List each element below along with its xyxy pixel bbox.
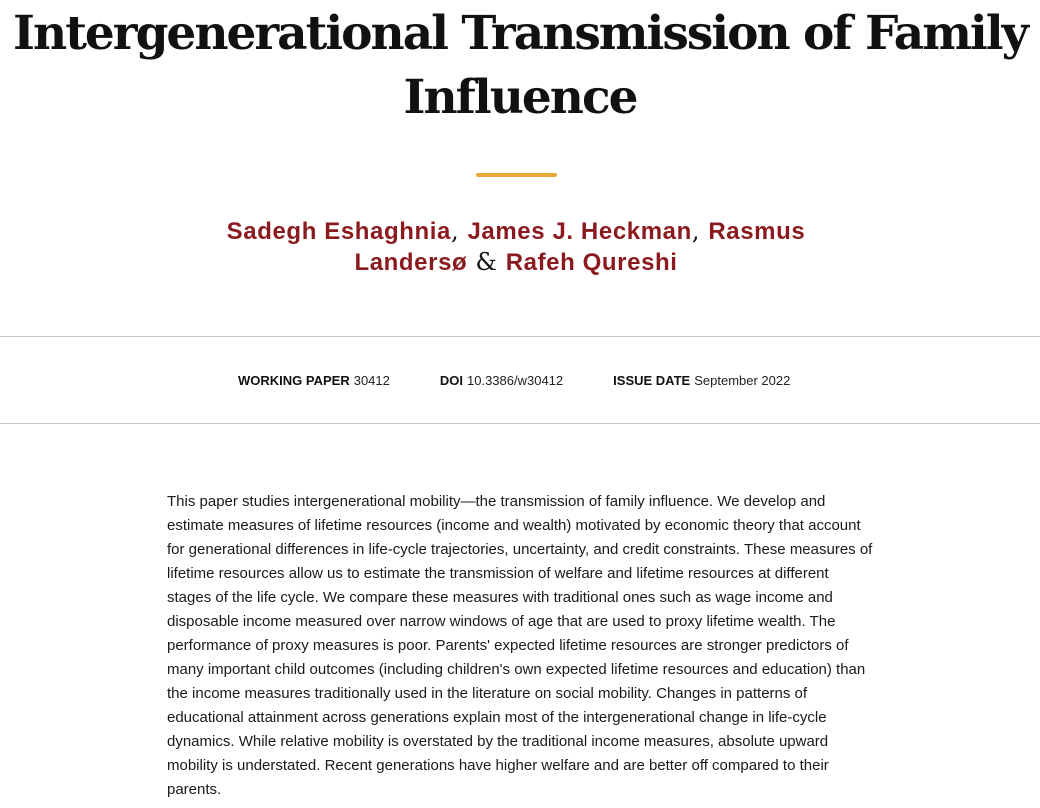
author-link-qureshi[interactable]: Rafeh Qureshi: [505, 249, 678, 276]
issue-date-label: ISSUE DATE: [613, 373, 691, 388]
title-accent-divider: [476, 173, 557, 177]
doi: [440, 373, 563, 389]
paper-metadata-band: [0, 336, 1040, 424]
author-link-eshaghnia[interactable]: Sadegh Eshaghnia: [226, 218, 451, 245]
author-separator: &: [467, 248, 506, 276]
paper-title: Intergenerational Transmission of Family Influence: [13, 6, 1027, 125]
doi-label: DOI: [439, 373, 463, 388]
author-link-heckman[interactable]: James J. Heckman: [467, 218, 692, 245]
author-separator: ,: [691, 217, 709, 245]
author-separator: ,: [450, 217, 468, 245]
issue-date-value: September 2022: [694, 373, 791, 388]
working-paper-label: WORKING PAPER: [238, 373, 350, 388]
author-list: [200, 216, 832, 278]
paper-metadata-row: [238, 373, 790, 389]
working-paper-number: [238, 373, 390, 389]
working-paper-value: 30412: [353, 373, 390, 388]
doi-value: 10.3386/w30412: [467, 373, 564, 388]
issue-date: [613, 373, 790, 389]
author-link-landerso[interactable]: Rasmus Landersø: [354, 218, 806, 276]
abstract-text: This paper studies intergenerational mobility—the transmission of family influence. We develop and estimate measures of lifetime resources (income and wealth) motivated by economic theory that account for generational differences in life-cycle trajectories, uncertainty, and credit constraints. These measures of lifetime resources allow us to estimate the transmission of welfare and lifetime resources at different stages of the life cycle. We compare these measures with traditional ones such as wage income and disposable income measured over narrow windows of age that are used to proxy lifetime wealth. The performance of proxy measures is poor. Parents' expected lifetime resources are stronger predictors of many important child outcomes (including children's own expected lifetime resources and education) than the income measures traditionally used in the literature on social mobility. Changes in patterns of educational attainment across generations explain most of the intergenerational change in life-cycle dynamics. While relative mobility is overstated by the traditional income measures, absolute upward mobility is understated. Recent generations have higher welfare and are better off compared to their parents.: [167, 493, 873, 798]
